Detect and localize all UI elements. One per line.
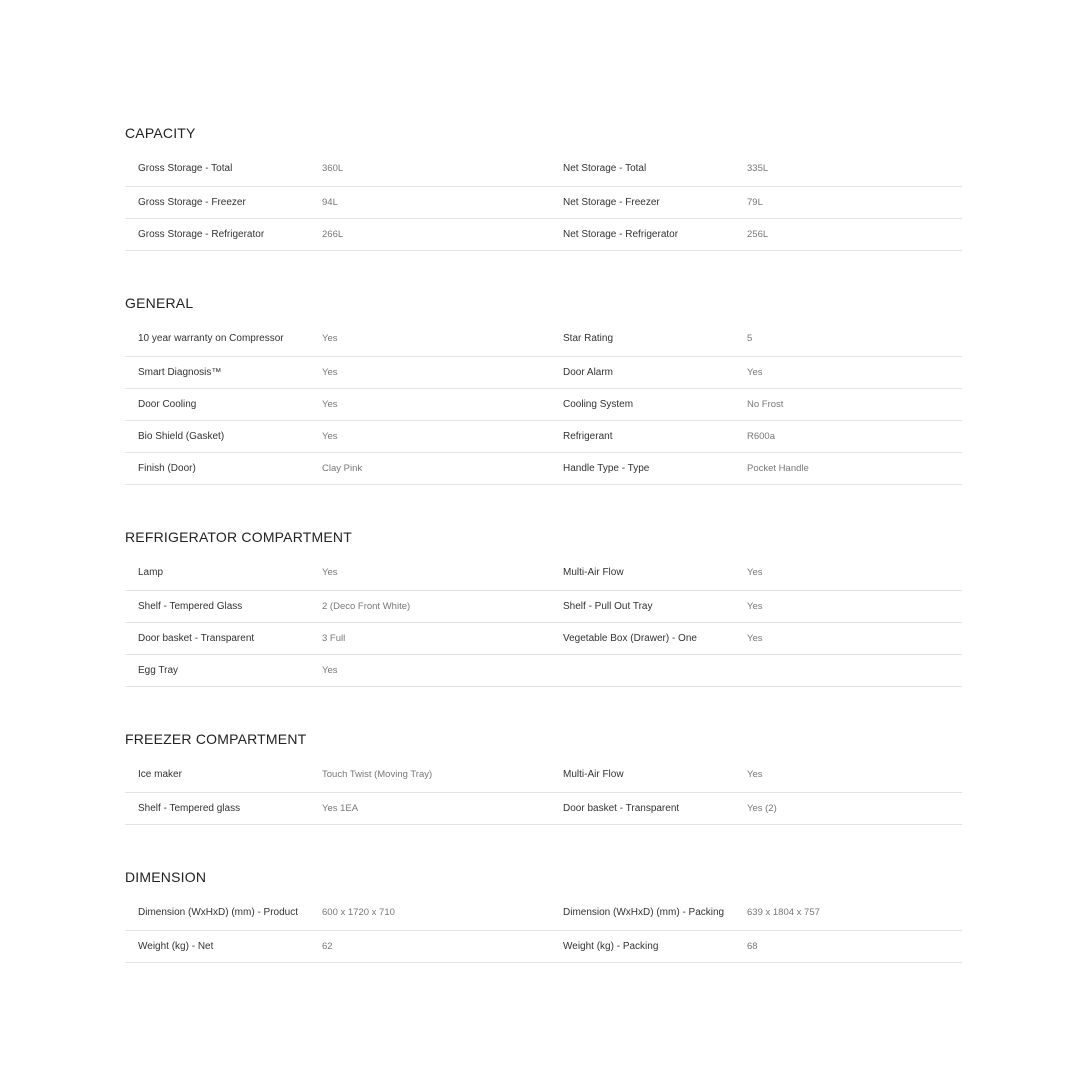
- spec-row: [125, 931, 962, 963]
- spec-value: Yes: [747, 768, 763, 780]
- spec-label: Door basket - Transparent: [563, 803, 680, 814]
- spec-label: Weight (kg) - Net: [138, 941, 214, 952]
- spec-row: [125, 357, 962, 389]
- spec-row: [125, 421, 962, 453]
- spec-value: 335L: [747, 162, 769, 174]
- section-dimension: [125, 860, 962, 963]
- spec-value: Yes 1EA: [322, 803, 359, 814]
- spec-label: Shelf - Tempered Glass: [138, 601, 243, 612]
- spec-value: Pocket Handle: [747, 463, 809, 474]
- spec-label: Door Cooling: [138, 399, 197, 410]
- spec-table: [125, 320, 962, 485]
- spec-value: 266L: [322, 229, 344, 240]
- spec-value: 360L: [322, 162, 344, 174]
- spec-label: Ice maker: [138, 768, 182, 780]
- spec-row: [125, 219, 962, 251]
- spec-row: [125, 894, 962, 931]
- spec-label: Egg Tray: [138, 665, 179, 676]
- spec-label: Door basket - Transparent: [138, 633, 255, 644]
- section-title: GENERAL: [125, 295, 194, 311]
- spec-label: Star Rating: [563, 332, 614, 344]
- spec-label: Multi-Air Flow: [563, 566, 624, 578]
- section-freezer-compartment: [125, 722, 962, 825]
- spec-row: [125, 623, 962, 655]
- spec-row: [125, 453, 962, 485]
- spec-label: Handle Type - Type: [563, 463, 650, 474]
- spec-row: [125, 554, 962, 591]
- spec-value: 62: [322, 941, 333, 952]
- spec-value: Yes: [322, 332, 338, 344]
- section-title: REFRIGERATOR COMPARTMENT: [125, 529, 352, 545]
- spec-label: Refrigerant: [563, 431, 613, 442]
- spec-row: [125, 389, 962, 421]
- spec-label: Cooling System: [563, 399, 634, 410]
- spec-value: 639 x 1804 x 757: [747, 906, 820, 918]
- spec-table: [125, 894, 962, 963]
- spec-label: Gross Storage - Refrigerator: [138, 229, 265, 240]
- spec-label: Gross Storage - Total: [138, 162, 233, 174]
- section-refrigerator-compartment: [125, 520, 962, 687]
- spec-value: Yes: [747, 566, 763, 578]
- spec-label: Lamp: [138, 566, 164, 578]
- spec-value: Clay Pink: [322, 463, 363, 474]
- spec-label: Finish (Door): [138, 463, 196, 474]
- spec-row: [125, 591, 962, 623]
- spec-value: Yes: [322, 431, 338, 442]
- spec-row: [125, 187, 962, 219]
- spec-table: [125, 756, 962, 825]
- section-title: CAPACITY: [125, 125, 196, 141]
- spec-value: Yes: [747, 367, 763, 378]
- spec-row: [125, 320, 962, 357]
- spec-value: 3 Full: [322, 633, 346, 644]
- section-general: [125, 286, 962, 485]
- spec-value: Yes: [322, 665, 338, 676]
- spec-label: Vegetable Box (Drawer) - One: [563, 633, 697, 644]
- spec-label: Dimension (WxHxD) (mm) - Packing: [563, 906, 725, 918]
- spec-value: Yes: [322, 566, 338, 578]
- spec-value: 2 (Deco Front White): [322, 601, 411, 612]
- spec-value: 68: [747, 941, 758, 952]
- spec-label: Net Storage - Total: [563, 162, 647, 174]
- spec-label: Net Storage - Refrigerator: [563, 229, 679, 240]
- spec-value: No Frost: [747, 399, 784, 410]
- spec-value: Yes (2): [747, 803, 777, 814]
- spec-value: Touch Twist (Moving Tray): [322, 768, 433, 780]
- spec-table: [125, 554, 962, 687]
- spec-label: Shelf - Tempered glass: [138, 803, 241, 814]
- spec-label: 10 year warranty on Compressor: [138, 332, 284, 344]
- spec-label: Door Alarm: [563, 367, 614, 378]
- spec-value: Yes: [747, 601, 763, 612]
- spec-value: Yes: [747, 633, 763, 644]
- spec-value: 5: [747, 332, 753, 344]
- spec-table: [125, 150, 962, 251]
- spec-label: Weight (kg) - Packing: [563, 941, 659, 952]
- spec-value: Yes: [322, 399, 338, 410]
- spec-label: Shelf - Pull Out Tray: [563, 601, 653, 612]
- spec-row: [125, 150, 962, 187]
- section-title: DIMENSION: [125, 869, 207, 885]
- spec-label: Gross Storage - Freezer: [138, 197, 246, 208]
- section-capacity: [125, 116, 962, 251]
- spec-row: [125, 655, 962, 687]
- spec-value: 256L: [747, 229, 769, 240]
- spec-label: Multi-Air Flow: [563, 768, 624, 780]
- spec-value: 94L: [322, 197, 338, 208]
- spec-label: Bio Shield (Gasket): [138, 431, 225, 442]
- spec-sheet: [125, 116, 962, 998]
- spec-value: 79L: [747, 197, 763, 208]
- spec-value: 600 x 1720 x 710: [322, 906, 395, 918]
- spec-value: Yes: [322, 367, 338, 378]
- section-title: FREEZER COMPARTMENT: [125, 731, 307, 747]
- spec-label: Smart Diagnosis™: [138, 367, 222, 378]
- spec-value: R600a: [747, 431, 775, 442]
- spec-label: Dimension (WxHxD) (mm) - Product: [138, 906, 299, 918]
- spec-row: [125, 756, 962, 793]
- spec-label: Net Storage - Freezer: [563, 197, 660, 208]
- spec-row: [125, 793, 962, 825]
